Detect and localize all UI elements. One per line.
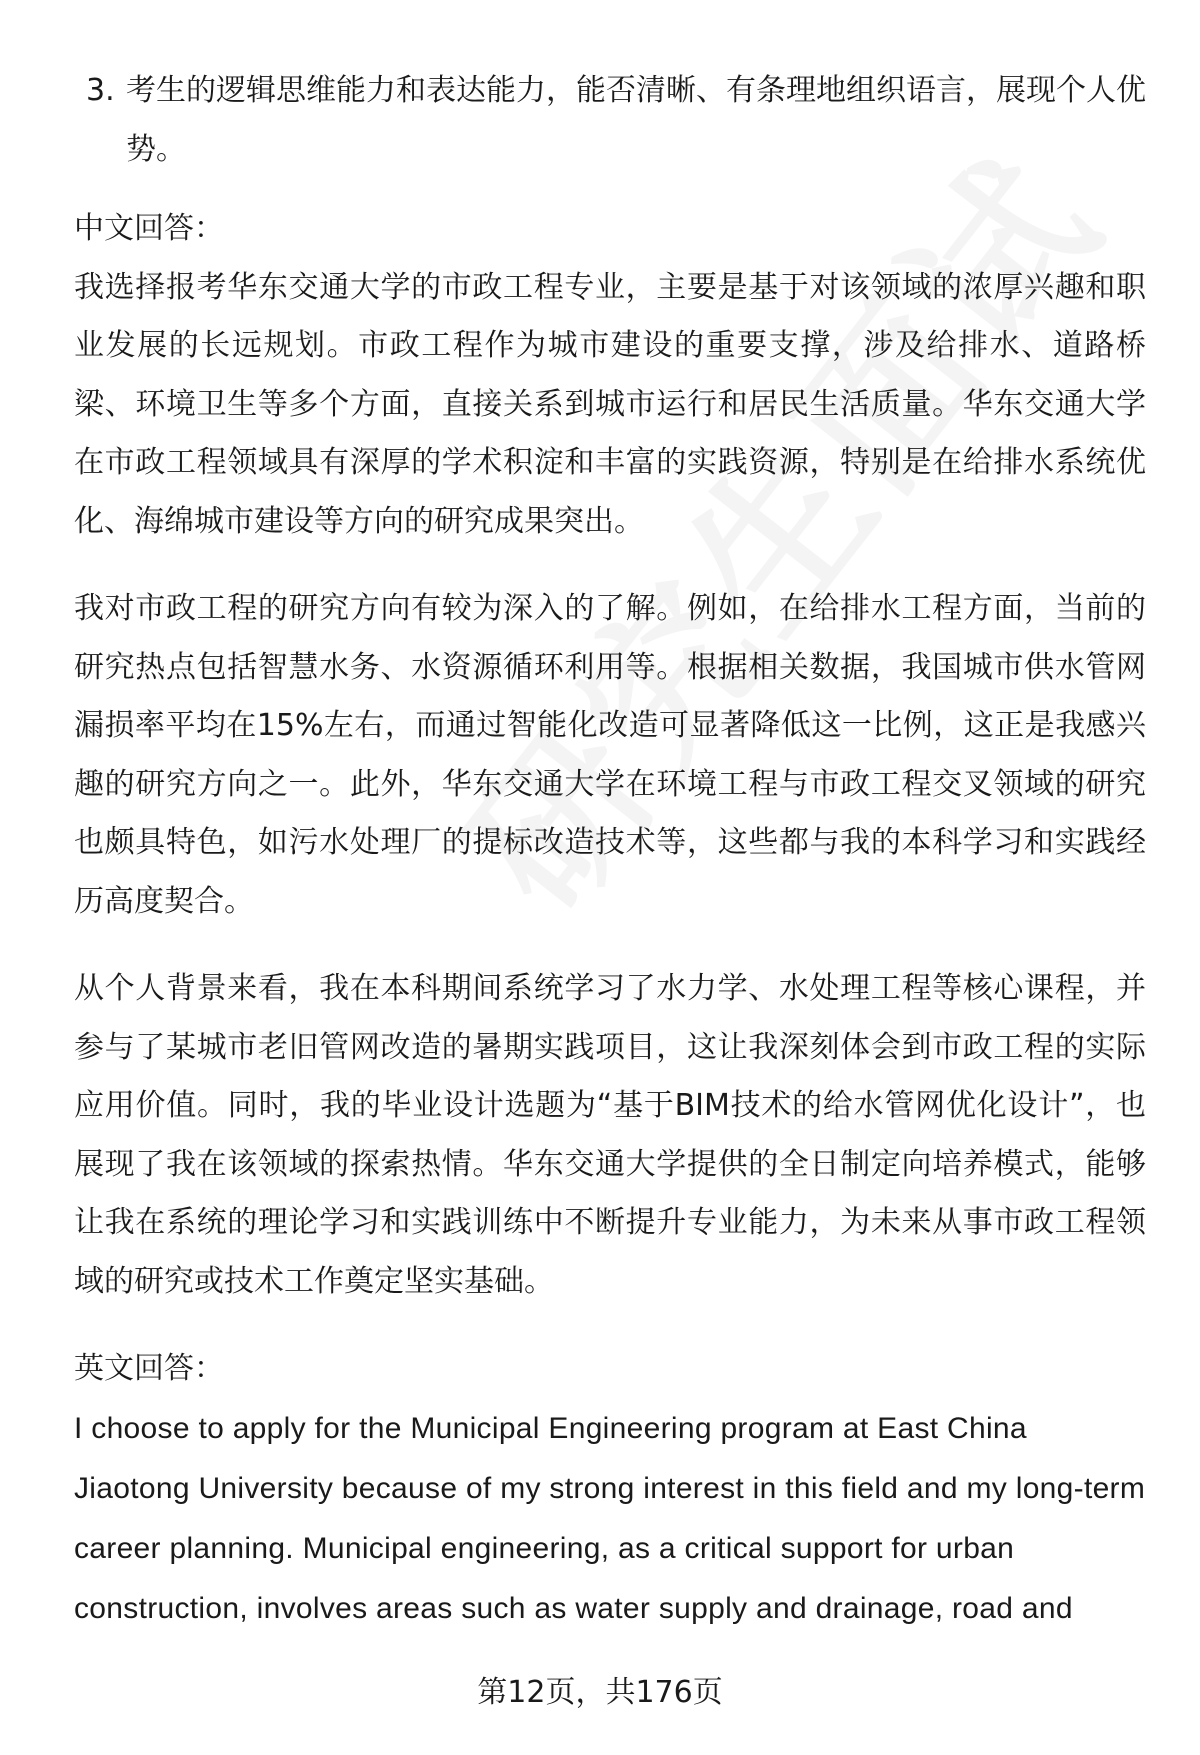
page-number-footer: 第12页，共176页 xyxy=(477,1675,723,1710)
english-paragraph: I choose to apply for the Municipal Engineering program at East China Jiaotong University because of my strong interest in this field and my long-term career planning. Municipal engineering, as a critical support for urban construction, involves areas such as water supply and drainage, road and xyxy=(74,1411,1146,1625)
list-item-number: 3. xyxy=(86,73,115,108)
chinese-paragraph-3: 从个人背景来看，我在本科期间系统学习了水力学、水处理工程等核心课程，并参与了某城市老旧管网改造的暑期实践项目，这让我深刻体会到市政工程的实际应用价值。同时，我的毕业设计选题为“基于BIM技术的给水管网优化设计”，也展现了我在该领域的探索热情。华东交通大学提供的全日制定向培养模式，能够让我在系统的理论学习和实践训练中不断提升专业能力，为未来从事市政工程领域的研究或技术工作奠定坚实基础。 xyxy=(74,971,1146,1299)
english-answer-label: 英文回答： xyxy=(74,1351,224,1386)
list-item-text: 考生的逻辑思维能力和表达能力，能否清晰、有条理地组织语言，展现个人优势。 xyxy=(126,73,1146,167)
chinese-paragraph-1: 我选择报考华东交通大学的市政工程专业，主要是基于对该领域的浓厚兴趣和职业发展的长远规划。市政工程作为城市建设的重要支撑，涉及给排水、道路桥梁、环境卫生等多个方面，直接关系到城市运行和居民生活质量。华东交通大学在市政工程领域具有深厚的学术积淀和丰富的实践资源，特别是在给排水系统优化、海绵城市建设等方向的研究成果突出。 xyxy=(74,269,1146,539)
page-content xyxy=(74,62,1146,1639)
chinese-answer-label: 中文回答： xyxy=(74,211,224,246)
list-item xyxy=(74,62,1146,179)
chinese-paragraph-2: 我对市政工程的研究方向有较为深入的了解。例如，在给排水工程方面，当前的研究热点包括智慧水务、水资源循环利用等。根据相关数据，我国城市供水管网漏损率平均在15%左右，而通过智能化改造可显著降低这一比例，这正是我感兴趣的研究方向之一。此外，华东交通大学在环境工程与市政工程交叉领域的研究也颇具特色，如污水处理厂的提标改造技术等，这些都与我的本科学习和实践经历高度契合。 xyxy=(74,591,1146,919)
